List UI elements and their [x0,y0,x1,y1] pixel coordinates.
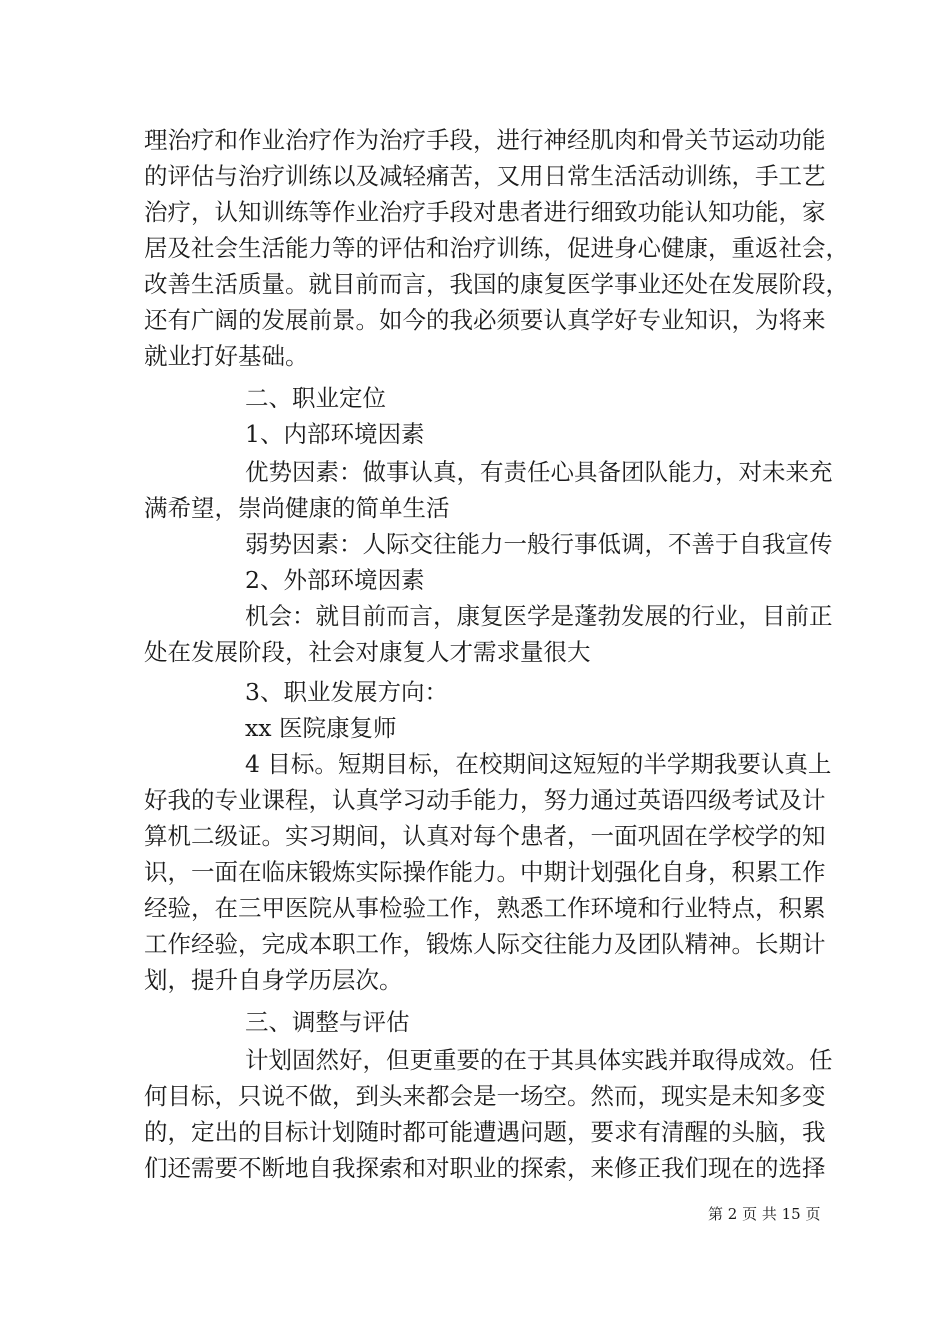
paragraph-line: 机会：就目前而言，康复医学是蓬勃发展的行业，目前正 [245,602,833,630]
section-heading: 二、职业定位 [245,384,386,412]
paragraph-line: 弱势因素：人际交往能力一般行事低调，不善于自我宣传 [245,530,833,558]
paragraph-line: 治疗，认知训练等作业治疗手段对患者进行细致功能认知功能，家 [144,198,826,226]
paragraph-line: 改善生活质量。就目前而言，我国的康复医学事业还处在发展阶段， [144,270,849,298]
paragraph-line: 还有广阔的发展前景。如今的我必须要认真学好专业知识，为将来 [144,306,826,334]
subsection-heading: 3、职业发展方向： [245,678,448,706]
paragraph-line: 理治疗和作业治疗作为治疗手段，进行神经肌肉和骨关节运动功能 [144,126,826,154]
subsection-heading: 2、外部环境因素 [245,566,425,594]
paragraph-line: 4 目标。短期目标，在校期间这短短的半学期我要认真上 [245,750,832,778]
paragraph-line: 计划固然好，但更重要的在于其具体实践并取得成效。任 [245,1046,833,1074]
paragraph-line: 的，定出的目标计划随时都可能遭遇问题，要求有清醒的头脑，我 [144,1118,826,1146]
section-heading: 三、调整与评估 [245,1008,410,1036]
paragraph-line: xx 医院康复师 [245,714,397,742]
paragraph-line: 算机二级证。实习期间，认真对每个患者，一面巩固在学校学的知 [144,822,826,850]
paragraph-line: 就业打好基础。 [144,342,309,370]
paragraph-line: 处在发展阶段，社会对康复人才需求量很大 [144,638,591,666]
page-number-footer: 第 2 页 共 15 页 [708,1205,821,1223]
subsection-heading: 1、内部环境因素 [245,420,425,448]
paragraph-line: 识，一面在临床锻炼实际操作能力。中期计划强化自身，积累工作 [144,858,826,886]
paragraph-line: 们还需要不断地自我探索和对职业的探索，来修正我们现在的选择 [144,1154,826,1182]
paragraph-line: 优势因素：做事认真，有责任心具备团队能力，对未来充 [245,458,833,486]
paragraph-line: 工作经验，完成本职工作，锻炼人际交往能力及团队精神。长期计 [144,930,826,958]
paragraph-line: 的评估与治疗训练以及减轻痛苦，又用日常生活活动训练，手工艺 [144,162,826,190]
paragraph-line: 满希望，崇尚健康的简单生活 [144,494,450,522]
paragraph-line: 划，提升自身学历层次。 [144,966,403,994]
paragraph-line: 何目标，只说不做，到头来都会是一场空。然而，现实是未知多变 [144,1082,826,1110]
paragraph-line: 经验，在三甲医院从事检验工作，熟悉工作环境和行业特点，积累 [144,894,826,922]
paragraph-line: 好我的专业课程，认真学习动手能力，努力通过英语四级考试及计 [144,786,826,814]
paragraph-line: 居及社会生活能力等的评估和治疗训练，促进身心健康，重返社会， [144,234,849,262]
